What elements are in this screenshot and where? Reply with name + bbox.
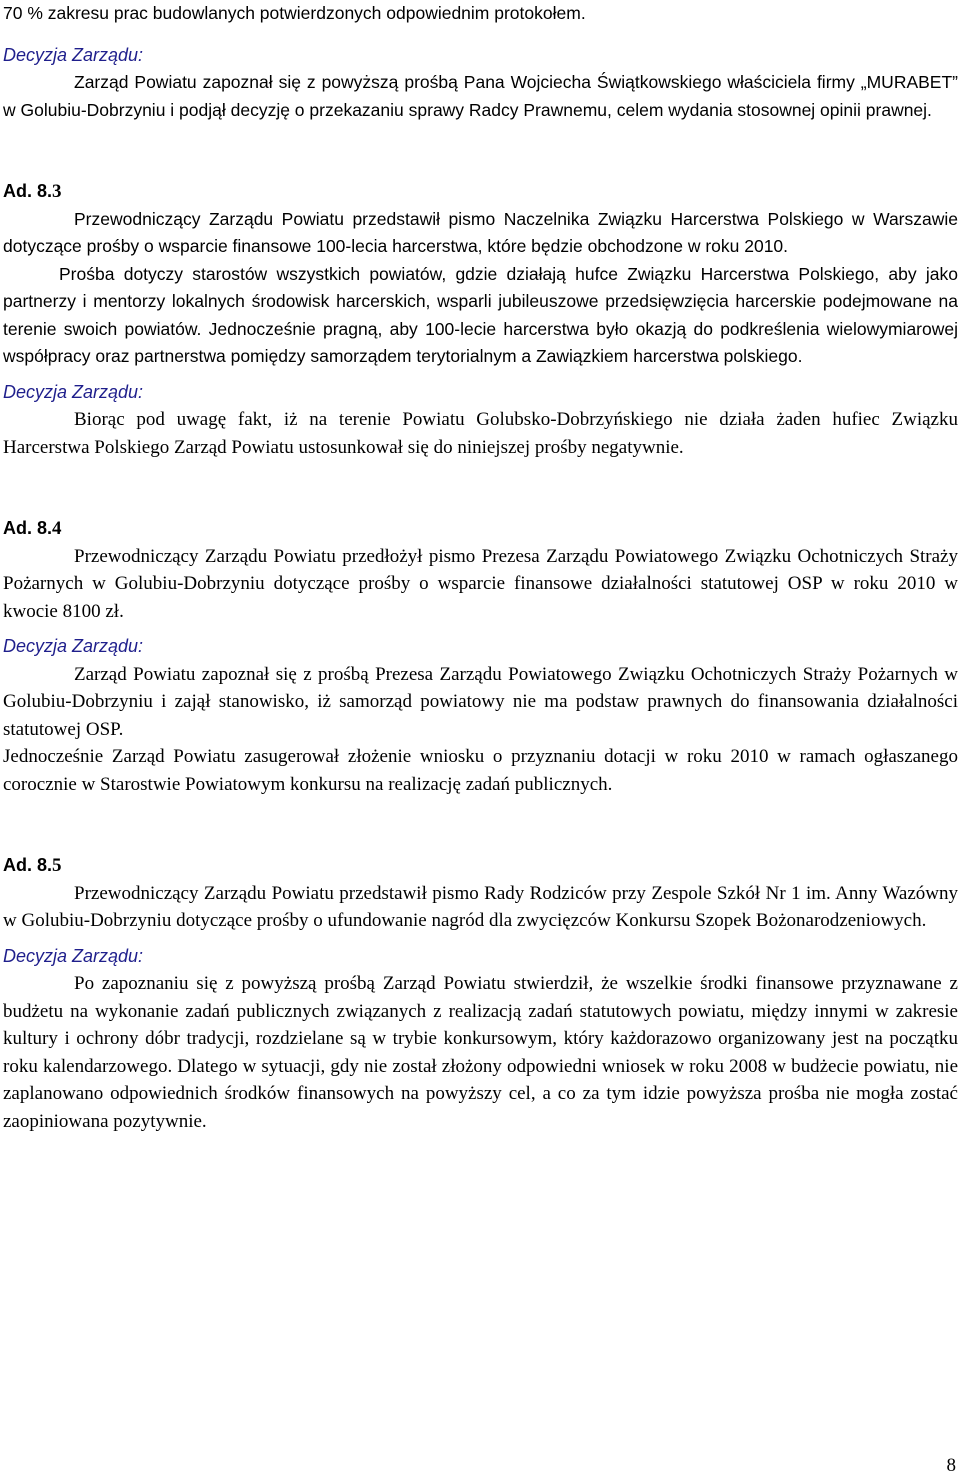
decision-label-8-2: Decyzja Zarządu: [3, 44, 144, 65]
section-heading-8-3 [3, 178, 958, 206]
decision-label-8-3: Decyzja Zarządu: [3, 381, 144, 402]
decision-text-8-4-continued: Jednocześnie Zarząd Powiatu zasugerował złożenie wniosku o przyznaniu dotacji w roku 2010 w ramach ogłaszanego corocznie w Starostwie Powiatowym konkursu na realizację zadań publicznych. [3, 746, 958, 795]
section-heading-8-5 [3, 852, 958, 880]
section-8-5-paragraph-1: Przewodniczący Zarządu Powiatu przedstawił pismo Rady Rodziców przy Zespole Szkół Nr 1 im. Anny Wazówny w Golubiu-Dobrzyniu dotyczące prośby o ufundowanie nagród dla zwycięzców Konkursu Szopek Bożonarodzeniowych. [3, 882, 958, 931]
decision-text-8-2: Zarząd Powiatu zapoznał się z powyższą prośbą Pana Wojciecha Świątkowskiego właściciela firmy „MURABET” w Golubiu-Dobrzyniu i podjął decyzję o przekazaniu sprawy Radcy Prawnemu, celem wydania stosownej opinii prawnej. [3, 72, 958, 120]
page-number: 8 [946, 1455, 956, 1476]
heading-prefix: Ad. 8. [3, 181, 53, 201]
heading-number: 5 [52, 855, 62, 876]
decision-text-8-3: Biorąc pod uwagę fakt, iż na terenie Powiatu Golubsko-Dobrzyńskiego nie działa żaden hufiec Związku Harcerstwa Polskiego Zarząd Powiatu ustosunkował się do niniejszej prośby negatywnie. [3, 409, 958, 458]
document-page [3, 0, 958, 1135]
heading-prefix: Ad. 8. [3, 518, 53, 538]
section-8-4-paragraph-1: Przewodniczący Zarządu Powiatu przedłożył pismo Prezesa Zarządu Powiatowego Związku Ochotniczych Straży Pożarnych w Golubiu-Dobrzyniu dotyczące prośby o wsparcie finansowe działalności statutowej OSP w roku 2010 w kwocie 8100 zł. [3, 545, 958, 622]
heading-prefix: Ad. 8. [3, 855, 53, 875]
decision-label-8-5: Decyzja Zarządu: [3, 945, 144, 966]
decision-text-8-4: Zarząd Powiatu zapoznał się z prośbą Prezesa Zarządu Powiatowego Związku Ochotniczych Straży Pożarnych w Golubiu-Dobrzyniu i zajął stanowisko, iż samorząd powiatowy nie ma podstaw prawnych do finansowania działalności statutowej OSP. [3, 663, 958, 740]
section-heading-8-4 [3, 515, 958, 543]
decision-text-8-5: Po zapoznaniu się z powyższą prośbą Zarząd Powiatu stwierdził, że wszelkie środki finansowe przyznawane z budżetu na wykonanie zadań publicznych związanych z realizacją zadań statutowych powiatu, między innymi w zakresie kultury i ochrony dóbr tradycji, rozdzielane są w trybie konkursowym, który każdorazowo organizowany jest na początku roku kalendarzowego. Dlatego w sytuacji, gdy nie został złożony odpowiedni wniosek w roku 2008 w budżecie powiatu, nie zaplanowano odpowiednich środków finansowych na powyższy cel, a co za tym idzie powyższa prośba nie mogła zostać zaopiniowana pozytywnie. [3, 973, 958, 1132]
heading-number: 4 [52, 518, 62, 539]
section-8-3-paragraph-1: Przewodniczący Zarządu Powiatu przedstawił pismo Naczelnika Związku Harcerstwa Polskiego w Warszawie dotyczące prośby o wsparcie finansowe 100-lecia harcerstwa, które będzie obchodzone w roku 2010. [3, 208, 958, 256]
heading-number: 3 [52, 181, 62, 202]
continuation-line: 70 % zakresu prac budowlanych potwierdzonych odpowiednim protokołem. [3, 3, 586, 23]
decision-label-8-4: Decyzja Zarządu: [3, 636, 144, 656]
section-8-3-paragraph-2: Prośba dotyczy starostów wszystkich powiatów, gdzie działają hufce Związku Harcerstwa Polskiego, aby jako partnerzy i mentorzy lokalnych środowisk harcerskich, wsparli jubileuszowe przedsięwzięcia harcerskie podejmowane na terenie swoich powiatów. Jednocześnie pragną, aby 100-lecie harcerstwa było okazją do podkreślenia wielowymiarowej współpracy oraz partnerstwa pomiędzy samorządem terytorialnym a Zawiązkiem harcerstwa polskiego. [3, 263, 958, 366]
